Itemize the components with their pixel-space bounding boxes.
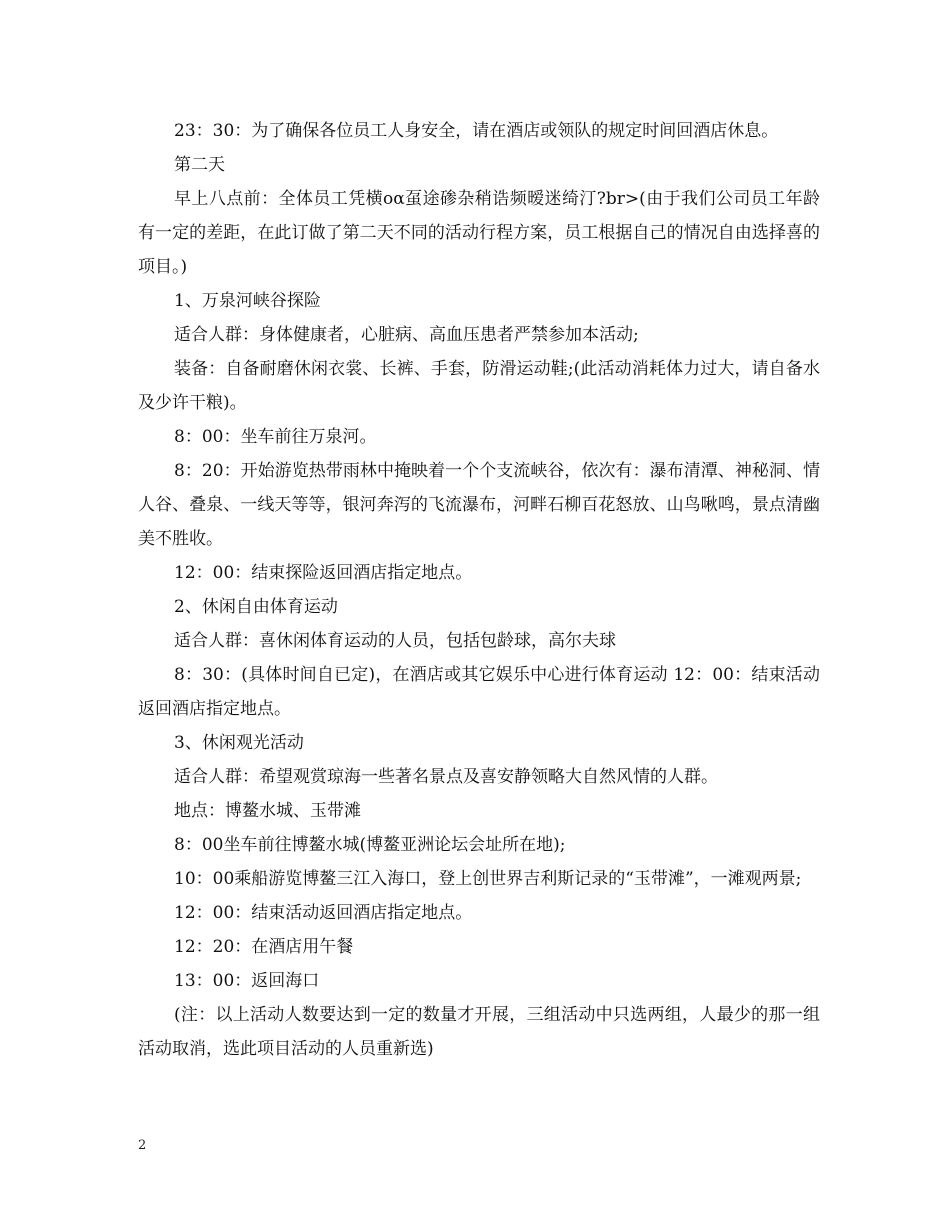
paragraph-activity-3-location: 地点：博鳌水城、玉带滩 xyxy=(174,801,361,821)
paragraph-lunch: 12：20：在酒店用午餐 xyxy=(174,937,354,957)
paragraph-activity-1-equipment: 装备：自备耐磨休闲衣裳、长裤、手套，防滑运动鞋;(此活动消耗体力过大，请自备水及少许干粮)。 xyxy=(138,359,820,413)
paragraph-note: (注：以上活动人数要达到一定的数量才开展，三组活动中只选两组，人最少的那一组活动取消，选此项目活动的人员重新选) xyxy=(138,1005,820,1059)
paragraph-activity-1-tour: 8：20：开始游览热带雨林中掩映着一个个支流峡谷，依次有：瀑布清潭、神秘洞、情人谷、叠泉、一线天等等，银河奔泻的飞流瀑布，河畔石柳百花怒放、山鸟啾鸣，景点清幽美不胜收。 xyxy=(138,461,820,549)
paragraph-activity-3-boat: 10：00乘船游览博鳌三江入海口，登上创世界吉利斯记录的“玉带滩”，一滩观两景; xyxy=(174,869,802,889)
paragraph-activity-3-audience: 适合人群：希望观赏琼海一些著名景点及喜安静领略大自然风情的人群。 xyxy=(174,767,718,787)
paragraph-activity-1-title: 1、万泉河峡谷探险 xyxy=(174,291,321,311)
paragraph-day-two-heading: 第二天 xyxy=(174,155,225,175)
paragraph-activity-3-depart: 8：00坐车前往博鳌水城(博鳌亚洲论坛会址所在地); xyxy=(174,835,566,855)
paragraph-activity-3-return: 12：00：结束活动返回酒店指定地点。 xyxy=(174,903,473,923)
paragraph-activity-2-schedule: 8：30：(具体时间自已定)，在酒店或其它娱乐中心进行体育运动 12：00：结束活动返回酒店指定地点。 xyxy=(138,665,820,719)
paragraph-activity-3-title: 3、休闲观光活动 xyxy=(174,733,304,753)
paragraph-activity-1-return: 12：00：结束探险返回酒店指定地点。 xyxy=(174,563,473,583)
page-number: 2 xyxy=(138,1138,147,1153)
document-body xyxy=(138,114,820,1066)
paragraph-curfew: 23：30：为了确保各位员工人身安全，请在酒店或领队的规定时间回酒店休息。 xyxy=(174,121,779,141)
paragraph-activity-1-depart: 8：00：坐车前往万泉河。 xyxy=(174,427,377,447)
paragraph-morning-intro: 早上八点前：全体员工凭横oα虿途碜杂稍诰频暧迷绮汀?br>(由于我们公司员工年龄有一定的差距，在此订做了第二天不同的活动行程方案，员工根据自己的情况自由选择喜的项目。) xyxy=(138,189,820,277)
paragraph-activity-1-audience: 适合人群：身体健康者，心脏病、高血压患者严禁参加本活动; xyxy=(174,325,639,345)
paragraph-return-haikou: 13：00：返回海口 xyxy=(174,971,320,991)
paragraph-activity-2-audience: 适合人群：喜休闲体育运动的人员，包括包龄球，高尔夫球 xyxy=(174,631,616,651)
paragraph-activity-2-title: 2、休闲自由体育运动 xyxy=(174,597,338,617)
